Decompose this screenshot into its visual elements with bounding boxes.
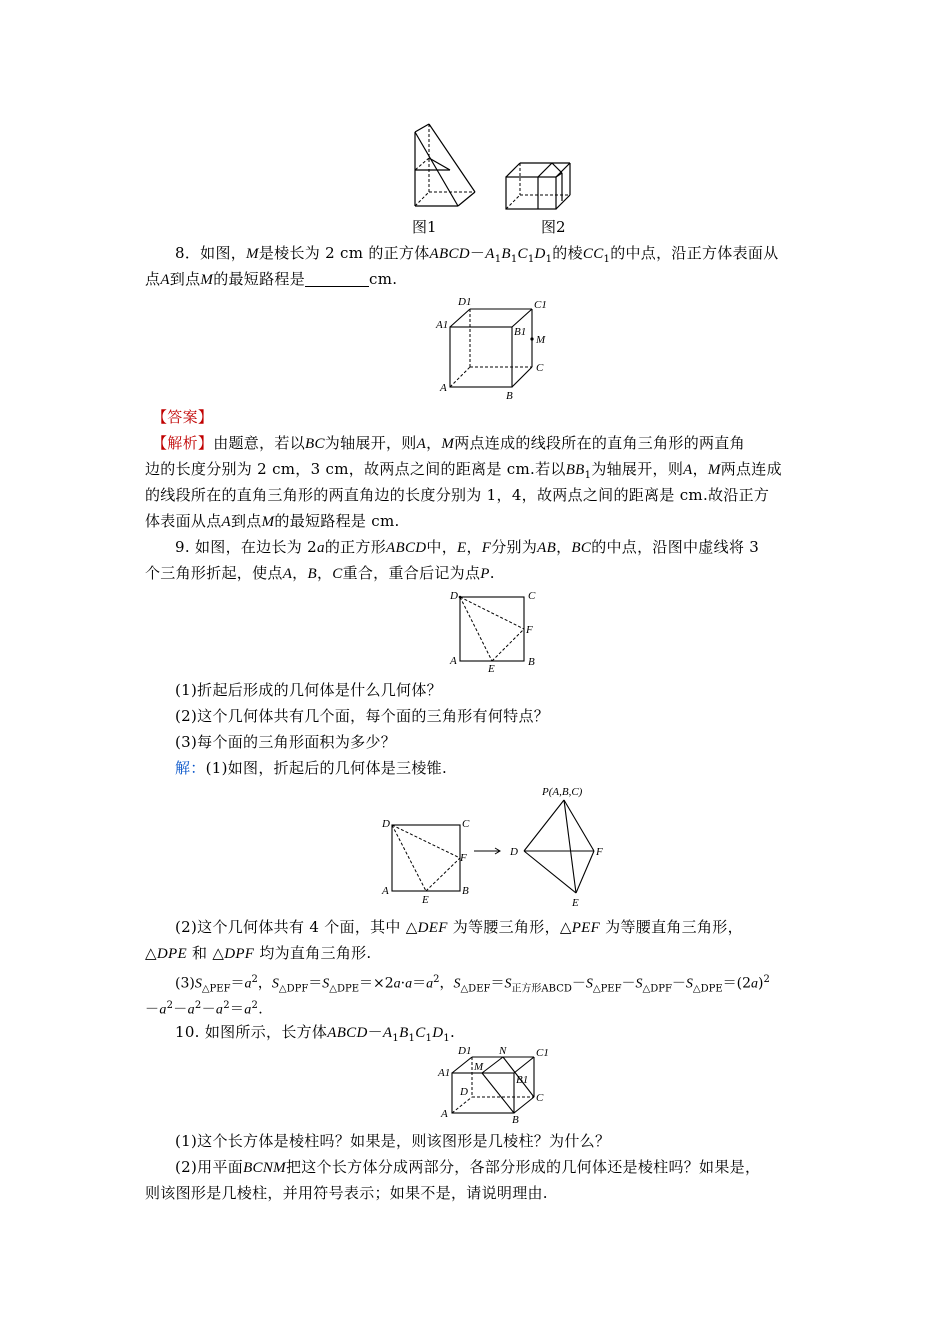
sol-label-D2: D — [510, 846, 518, 858]
answer-tag: 【答案】 — [152, 408, 214, 426]
label-B1: B1 — [514, 326, 527, 338]
question-9-sub-1: (1)折起后形成的几何体是什么几何体？ — [175, 681, 442, 699]
question-10-line-1: 10. 如图所示，长方体$ABCD-A_1B_1C_1D_1$. — [175, 1023, 456, 1044]
label-E: E — [488, 663, 495, 675]
arrow-icon — [474, 848, 500, 854]
q10-label-M: M — [474, 1061, 484, 1073]
question-10-sub-2-line-1: (2)用平面BCNM把这个长方体分成两部分，各部分形成的几何体还是棱柱吗？如果是， — [175, 1158, 761, 1176]
answer-blank[interactable] — [305, 271, 369, 287]
label-A: A — [440, 382, 447, 394]
question-10-sub-1: (1)这个长方体是棱柱吗？如果是，则该图形是几棱柱？为什么？ — [175, 1132, 611, 1150]
label-C1: C1 — [534, 299, 547, 311]
question-8-line-2: 点A到点M的最短路程是 cm. — [145, 270, 398, 288]
label-B: B — [528, 656, 535, 668]
solution-9-part-1: 解：(1)如图，折起后的几何体是三棱锥. — [175, 759, 448, 777]
question-9-sub-2: (2)这个几何体共有几个面，每个面的三角形有何特点？ — [175, 707, 550, 725]
figure-2-box — [500, 155, 580, 215]
q10-label-A1: A1 — [438, 1067, 451, 1079]
label-D1: D1 — [458, 296, 472, 308]
figure-1-caption: 图1 — [412, 218, 437, 236]
sol-label-F: F — [460, 852, 467, 864]
figure-q9-square — [444, 588, 544, 673]
solution-9-part-3-line-2: $-a^2-a^2-a^2=a^2$. — [145, 1000, 263, 1018]
label-M: M — [536, 334, 546, 346]
sol-label-D: D — [382, 818, 390, 830]
solution-9-part-2-line-2: △DPE 和 △DPF 均为直角三角形. — [145, 944, 372, 962]
q10-label-N: N — [499, 1045, 507, 1057]
question-9-sub-3: (3)每个面的三角形面积为多少？ — [175, 733, 397, 751]
q10-label-B: B — [512, 1114, 519, 1126]
sol-label-B: B — [462, 885, 469, 897]
question-9-line-2: 个三角形折起，使点A，B，C重合，重合后记为点P. — [145, 564, 495, 582]
label-A1: A1 — [436, 319, 449, 331]
figure-q10-box — [432, 1045, 562, 1126]
q10-label-A: A — [441, 1108, 448, 1120]
sol-label-E: E — [422, 894, 429, 906]
figure-q8-cube — [430, 295, 560, 403]
label-C: C — [536, 362, 544, 374]
figure-2-caption: 图2 — [541, 218, 566, 236]
question-8-line-1: 8．如图，M是棱长为 2 cm 的正方体$ABCD-A_1B_1C_1D_1$的棱$CC_1$的中点，沿正方体表面从 — [175, 244, 779, 265]
solution-9-part-2-line-1: (2)这个几何体共有 4 个面，其中 △DEF 为等腰三角形，△PEF 为等腰直角三角形， — [175, 918, 743, 936]
analysis-line-1: 【解析】由题意，若以BC为轴展开，则A，M两点连成的线段所在的直角三角形的两直角 — [152, 434, 745, 452]
q10-label-D1: D1 — [458, 1045, 472, 1057]
analysis-line-2: 边的长度分别为 2 cm，3 cm，故两点之间的距离是 cm.若以$BB_1$为轴展开，则A，M两点连成 — [145, 460, 782, 481]
question-9-line-1: 9. 如图，在边长为 2a的正方形ABCD中，E，F分别为AB，BC的中点，沿图中虚线将 3 — [175, 538, 760, 556]
sol-label-P: P(A,B,C) — [542, 786, 583, 798]
sol-label-A: A — [382, 885, 389, 897]
solution-9-part-3-line-1: $(3)S_{\triangle PEF}=a^2$，$S_{\triangle DPF}=S_{\triangle DPE}=\times 2a\cdot a=a^2$，$S_{\triangle DEF}=S_{正方形ABCD}-S_{\triangle PEF}-S_{\triangle DPF}-S_{\triangle DPE}=(2a)^2$ — [175, 974, 770, 995]
q10-label-B1: B1 — [516, 1074, 529, 1086]
label-A: A — [450, 655, 457, 667]
sol-label-E2: E — [572, 897, 579, 909]
sol-label-F2: F — [596, 846, 603, 858]
analysis-line-3: 的线段所在的直角三角形的两直角边的长度分别为 1，4，故两点之间的距离是 cm.故沿正方 — [145, 486, 770, 504]
figure-1-wedge — [405, 120, 485, 215]
q10-label-D: D — [460, 1086, 468, 1098]
analysis-line-4: 体表面从点A到点M的最短路程是 cm. — [145, 512, 400, 530]
label-F: F — [526, 624, 533, 636]
q10-label-C1: C1 — [536, 1047, 549, 1059]
label-C: C — [528, 590, 536, 602]
sol-label-C: C — [462, 818, 470, 830]
label-D: D — [450, 590, 458, 602]
figure-q9-solution — [376, 785, 616, 910]
question-10-sub-2-line-2: 则该图形是几棱柱，并用符号表示；如果不是，请说明理由. — [145, 1184, 548, 1202]
q10-label-C: C — [536, 1092, 544, 1104]
label-B: B — [506, 390, 513, 402]
